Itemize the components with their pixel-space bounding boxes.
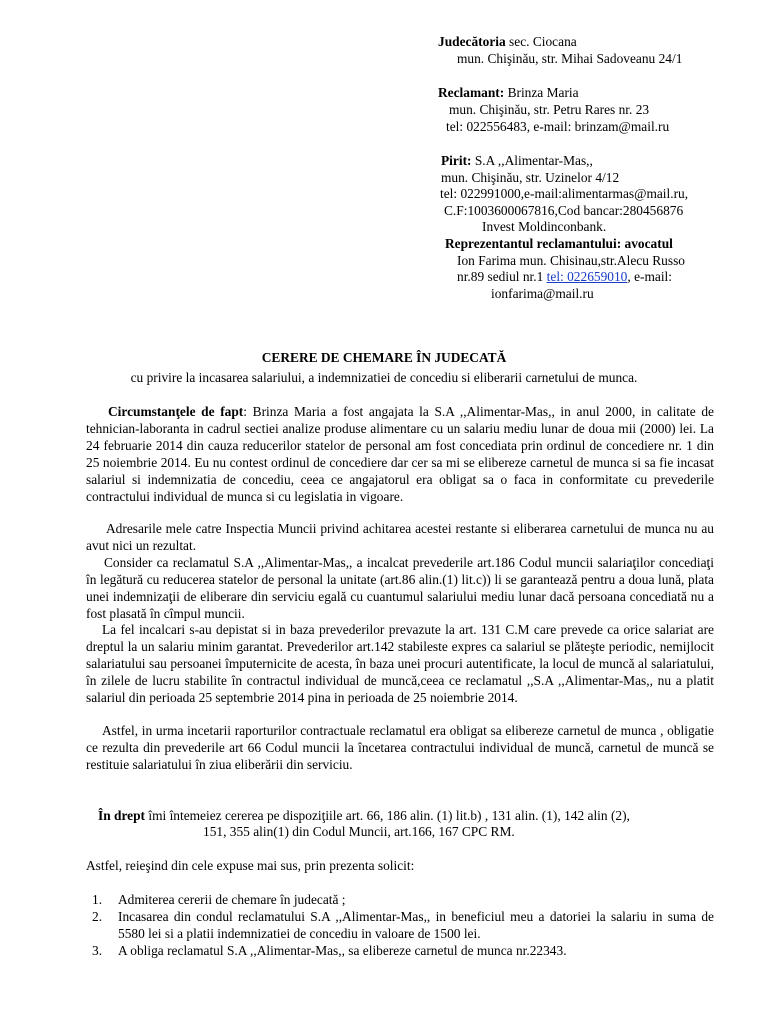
request-item-number: 2. [92,909,103,924]
facts-text-1: : Brinza Maria a fost angajata la S.A ,,Alimentar-Mas,, in anul 2000, in calitate de tehnician-laboranta in cadrul sectiei analize produse alimentare cu un salariu mediu lunar de doua mii (2000) lei. La 24 februarie 2014 din cauza reducerilor statelor de personal am fost concediata prin ordinul de concediere nr. 1 din 25 noiembrie 2014. Eu nu contest ordinul de concediere dar cer sa mi se elibereze carnetul de munca si sa fie incasat salariul si indemnizatia de concediu, ceea ce angajatorul era obligat sa o faca in conformitate cu prevederile contractului individual de munca si cu legislatia in vigoare. [86,404,714,504]
defendant-contact: tel: 022991000,e-mail:alimentarmas@mail.ru, [440,186,689,201]
representative-line2 [457,268,672,285]
defendant-name: S.A ,,Alimentar-Mas,, [474,153,593,168]
law-text-1: îmi întemeiez cererea pe dispoziţiile art. 66, 186 alin. (1) lit.b) , 131 alin. (1), 142 alin (2), [145,808,630,823]
defendant-line [441,152,593,169]
court-line [438,33,577,50]
document-subtitle: cu privire la incasarea salariului, a indemnizatiei de concediu si eliberarii carnetului de munca. [130,370,638,385]
law-line-1 [98,807,630,824]
facts-paragraph-3: Consider ca reclamatul S.A ,,Alimentar-Mas,, a incalcat prevederile art.186 Codul muncii salariaţilor concediaţi în legătură cu reducerea statelor de personal la unitate (art.86 alin.(1) lit.c)) li se garantează pentru a doua lună, plata unei indemnizaţii de eliberare din serviciu egală cu cuantumul salariului mediu lunar dacă persoana concediată nu a fost plasată în cîmpul muncii. [86,555,714,621]
representative-line1: Ion Farima mun. Chisinau,str.Alecu Russo [457,253,685,268]
representative-email: ionfarima@mail.ru [491,286,594,301]
representative-email-label: , e-mail: [627,269,672,284]
request-item-text: Admiterea cererii de chemare în judecată ; [118,892,346,907]
facts-paragraph-2: Adresarile mele catre Inspectia Muncii privind achitarea acestei restante si eliberarea carnetului de munca nu au avut nici un rezultat. [86,521,714,553]
facts-paragraph-4: La fel incalcari s-au depistat si in baza prevederilor prevazute la art. 131 C.M care prevede ca orice salariat are dreptul la un salariu minim garantat. Prevederilor art.142 stabileste expres ca salariul se plăteşte periodic, nemijlocit salariatului sau persoanei împuternicite de acesta, în baza unei procuri autentificate, la locul de muncă al salariatului, în zilele de lucru stabilite în contractul individual de muncă,ceea ce reclamatul ,,S.A ,,Alimentar-Mas,, nu a platit salariul din perioada 25 septembrie 2014 pina in perioada de 25 noiembrie 2014. [86,622,714,705]
law-label: În drept [98,808,146,823]
representative-label: Reprezentantul reclamantului: avocatul [445,236,673,251]
request-item-number: 1. [92,892,103,907]
representative-address-end: nr.89 sediul nr.1 [457,269,544,284]
document-title: CERERE DE CHEMARE ÎN JUDECATĂ [261,350,507,365]
plaintiff-label: Reclamant: [438,85,505,100]
request-item-text: Incasarea din condul reclamatului S.A ,,Alimentar-Mas,, in beneficiul meu a datoriei la salariu in suma de 5580 lei si a platii indemnizatiei de concediu in valoare de 1500 lei. [118,909,714,941]
request-intro: Astfel, reieşind din cele expuse mai sus, prin prezenta solicit: [86,858,415,873]
request-item-number: 3. [92,943,103,958]
defendant-label: Pirit: [441,153,472,168]
request-item-text: A obliga reclamatul S.A ,,Alimentar-Mas,, sa elibereze carnetul de munca nr.22343. [118,943,567,958]
plaintiff-name: Brinza Maria [507,85,579,100]
defendant-bank: Invest Moldinconbank. [482,219,607,234]
defendant-codes: C.F:1003600067816,Cod bancar:280456876 [444,203,684,218]
court-name: sec. Ciocana [509,34,577,49]
court-label: Judecătoria [438,34,506,49]
facts-paragraph-1 [86,403,714,505]
facts-paragraph-5: Astfel, in urma incetarii raporturilor contractuale reclamatul era obligat sa elibereze carnetul de munca , obligatie ce rezulta din prevederile art 66 Codul muncii la încetarea contractului individual de muncă, carnetul de muncă se restituie salariatului în ziua eliberării din serviciu. [86,723,714,772]
representative-phone-link[interactable]: tel: 022659010 [546,269,628,284]
law-line-2: 151, 355 alin(1) din Codul Muncii, art.166, 167 CPC RM. [203,824,515,839]
plaintiff-line [438,84,579,101]
court-address: mun. Chişinău, str. Mihai Sadoveanu 24/1 [457,51,683,66]
plaintiff-contact: tel: 022556483, e-mail: brinzam@mail.ru [446,119,670,134]
facts-label: Circumstanţele de fapt [108,404,244,419]
defendant-address: mun. Chişinău, str. Uzinelor 4/12 [441,170,620,185]
plaintiff-address: mun. Chişinău, str. Petru Rares nr. 23 [449,102,650,117]
